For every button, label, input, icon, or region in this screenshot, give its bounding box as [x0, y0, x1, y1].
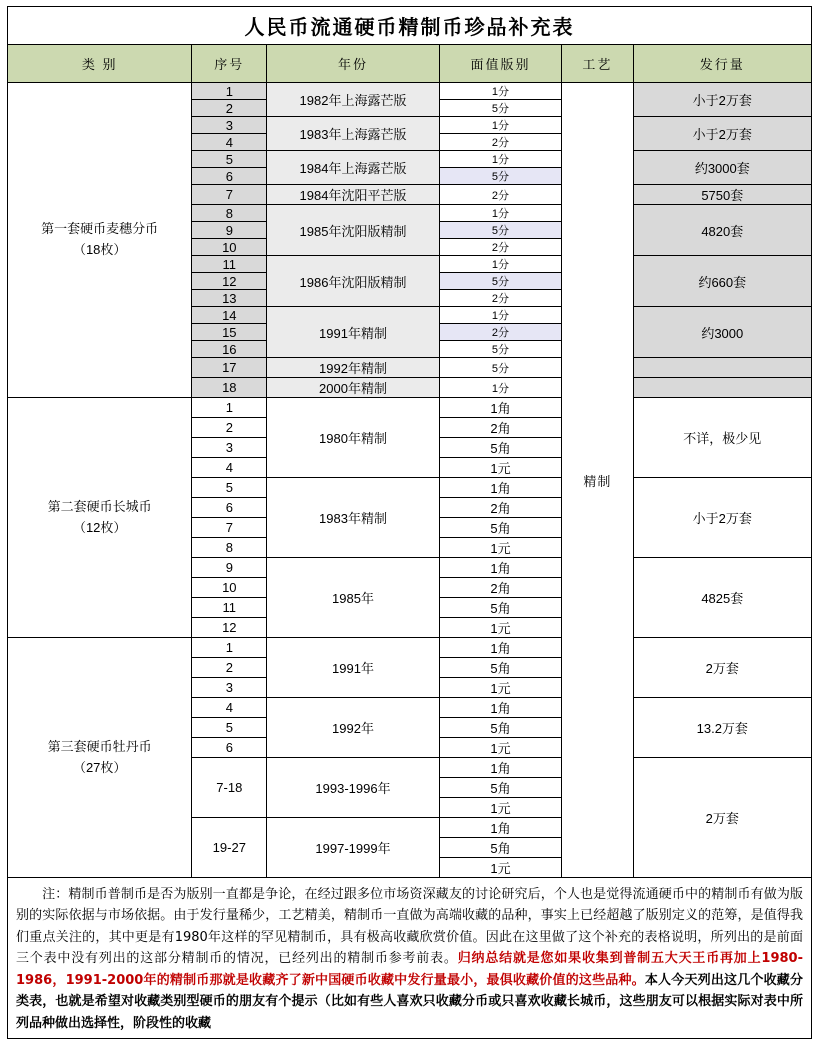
note-part-3-bold: 本人今天列出这几个收藏分类表，也就是希望对收藏类别型硬币的朋友有个提示（比如有些人喜欢只收藏分币或只喜欢收藏长城币，这些朋友可以根据实际对表中所列品种做出选择性，阶段性的收藏: [16, 972, 803, 1031]
header-category: 类 别: [8, 45, 192, 83]
sequence-cell: 1: [192, 398, 267, 418]
category-count: （27枚）: [72, 759, 127, 775]
issue-volume-cell: [633, 378, 811, 398]
sequence-cell: 17: [192, 358, 267, 378]
denomination-cell: 5角: [439, 658, 562, 678]
category-name: 第三套硬币牡丹币: [47, 738, 152, 754]
sequence-cell: 5: [192, 478, 267, 498]
denomination-cell: 1分: [439, 117, 562, 134]
sequence-cell: 6: [192, 168, 267, 185]
sequence-cell: 9: [192, 222, 267, 239]
sequence-cell: 4: [192, 698, 267, 718]
year-cell: 1993-1996年: [267, 758, 439, 818]
category-cell: [8, 638, 192, 878]
sequence-cell: 2: [192, 418, 267, 438]
denomination-cell: 5分: [439, 100, 562, 117]
table-row: [8, 638, 812, 658]
denomination-cell: 5角: [439, 838, 562, 858]
issue-volume-cell: 小于2万套: [633, 117, 811, 151]
denomination-cell: 1元: [439, 458, 562, 478]
denomination-cell: 1角: [439, 638, 562, 658]
craft-cell: 精制: [562, 83, 633, 878]
sequence-cell: 6: [192, 738, 267, 758]
sequence-cell: 5: [192, 151, 267, 168]
table-row: [8, 398, 812, 418]
year-cell: 1983年精制: [267, 478, 439, 558]
header-craft: 工艺: [562, 45, 633, 83]
denomination-cell: 1元: [439, 538, 562, 558]
sequence-cell: 8: [192, 538, 267, 558]
issue-volume-cell: 约3000套: [633, 151, 811, 185]
issue-volume-cell: 小于2万套: [633, 478, 811, 558]
year-cell: 1992年精制: [267, 358, 439, 378]
denomination-cell: 1角: [439, 558, 562, 578]
sequence-cell: 18: [192, 378, 267, 398]
issue-volume-cell: 4820套: [633, 205, 811, 256]
sequence-cell: 8: [192, 205, 267, 222]
year-cell: 1985年沈阳版精制: [267, 205, 439, 256]
sequence-cell: 7-18: [192, 758, 267, 818]
denomination-cell: 2角: [439, 418, 562, 438]
denomination-cell: 2分: [439, 185, 562, 205]
denomination-cell: 5分: [439, 168, 562, 185]
category-name: 第一套硬币麦穗分币: [41, 221, 159, 237]
year-cell: 1985年: [267, 558, 439, 638]
sequence-cell: 2: [192, 658, 267, 678]
sequence-cell: 5: [192, 718, 267, 738]
sequence-cell: 1: [192, 83, 267, 100]
year-cell: 1980年精制: [267, 398, 439, 478]
sequence-cell: 3: [192, 438, 267, 458]
table-row: [8, 83, 812, 100]
denomination-cell: 1元: [439, 678, 562, 698]
sequence-cell: 10: [192, 239, 267, 256]
sequence-cell: 4: [192, 134, 267, 151]
category-name: 第二套硬币长城币: [47, 498, 152, 514]
sequence-cell: 3: [192, 117, 267, 134]
sequence-cell: 12: [192, 273, 267, 290]
denomination-cell: 1元: [439, 858, 562, 878]
denomination-cell: 1角: [439, 398, 562, 418]
denomination-cell: 1元: [439, 738, 562, 758]
header-denomination: 面值版别: [439, 45, 562, 83]
year-cell: 1997-1999年: [267, 818, 439, 878]
category-cell: [8, 398, 192, 638]
issue-volume-cell: 13.2万套: [633, 698, 811, 758]
page-title: 人民币流通硬币精制币珍品补充表: [244, 15, 575, 39]
denomination-cell: 1分: [439, 307, 562, 324]
denomination-cell: 5角: [439, 778, 562, 798]
year-cell: 1984年沈阳平芒版: [267, 185, 439, 205]
year-cell: 1991年精制: [267, 307, 439, 358]
sequence-cell: 10: [192, 578, 267, 598]
denomination-cell: 5分: [439, 341, 562, 358]
denomination-cell: 1分: [439, 83, 562, 100]
issue-volume-cell: 2万套: [633, 758, 811, 878]
coin-table: [7, 44, 812, 878]
denomination-cell: 5分: [439, 222, 562, 239]
issue-volume-cell: 小于2万套: [633, 83, 811, 117]
sequence-cell: 13: [192, 290, 267, 307]
footnote: [7, 878, 812, 1039]
sequence-cell: 11: [192, 256, 267, 273]
denomination-cell: 1分: [439, 256, 562, 273]
denomination-cell: 1分: [439, 151, 562, 168]
sequence-cell: 7: [192, 185, 267, 205]
denomination-cell: 1元: [439, 798, 562, 818]
header-sequence: 序号: [192, 45, 267, 83]
sequence-cell: 15: [192, 324, 267, 341]
issue-volume-cell: 不详，极少见: [633, 398, 811, 478]
denomination-cell: 1元: [439, 618, 562, 638]
denomination-cell: 5角: [439, 438, 562, 458]
year-cell: 1982年上海露芒版: [267, 83, 439, 117]
sequence-cell: 11: [192, 598, 267, 618]
denomination-cell: 2角: [439, 578, 562, 598]
sequence-cell: 7: [192, 518, 267, 538]
sequence-cell: 6: [192, 498, 267, 518]
denomination-cell: 1角: [439, 478, 562, 498]
denomination-cell: 5角: [439, 598, 562, 618]
denomination-cell: 2角: [439, 498, 562, 518]
denomination-cell: 5分: [439, 358, 562, 378]
sequence-cell: 16: [192, 341, 267, 358]
denomination-cell: 2分: [439, 134, 562, 151]
year-cell: 1983年上海露芒版: [267, 117, 439, 151]
issue-volume-cell: 约3000: [633, 307, 811, 358]
note-part-2-highlight: 归纳总结就是您如果收集到普制五大天王币再加上1980-1986，1991-2000年的精制币那就是收藏齐了新中国硬币收藏中发行量最小，最俱收藏价值的这些品种。: [16, 951, 803, 988]
category-cell: [8, 83, 192, 398]
denomination-cell: 1角: [439, 698, 562, 718]
sequence-cell: 14: [192, 307, 267, 324]
sequence-cell: 3: [192, 678, 267, 698]
sequence-cell: 19-27: [192, 818, 267, 878]
document-title-bar: [7, 6, 812, 44]
denomination-cell: 1分: [439, 378, 562, 398]
denomination-cell: 5分: [439, 273, 562, 290]
header-year: 年份: [267, 45, 439, 83]
year-cell: 1986年沈阳版精制: [267, 256, 439, 307]
issue-volume-cell: [633, 358, 811, 378]
denomination-cell: 1角: [439, 818, 562, 838]
denomination-cell: 2分: [439, 290, 562, 307]
denomination-cell: 1角: [439, 758, 562, 778]
category-count: （12枚）: [72, 519, 127, 535]
denomination-cell: 5角: [439, 718, 562, 738]
issue-volume-cell: 2万套: [633, 638, 811, 698]
denomination-cell: 5角: [439, 518, 562, 538]
table-body: [8, 83, 812, 878]
issue-volume-cell: 4825套: [633, 558, 811, 638]
denomination-cell: 2分: [439, 324, 562, 341]
denomination-cell: 2分: [439, 239, 562, 256]
sequence-cell: 2: [192, 100, 267, 117]
year-cell: 1991年: [267, 638, 439, 698]
category-count: （18枚）: [72, 242, 127, 257]
denomination-cell: 1分: [439, 205, 562, 222]
year-cell: 2000年精制: [267, 378, 439, 398]
sequence-cell: 1: [192, 638, 267, 658]
sequence-cell: 9: [192, 558, 267, 578]
issue-volume-cell: 5750套: [633, 185, 811, 205]
header-issue-volume: 发行量: [633, 45, 811, 83]
note-part-1: 注：精制币普制币是否为版别一直都是争论，在经过跟多位市场资深藏友的讨论研究后，个人也是觉得流通硬币中的精制币有做为版别的实际依据与市场依据。由于发行量稀少，工艺精美，精制币一直做为高端收藏的品种，事实上已经超越了版别定义的范筹，是值得我们重点关注的，其中更是有1980年这样的罕见精制币，具有极高收藏欣赏价值。因此在这里做了这个补充的表格说明，所列出的是前面三个表中没有列出的这部分精制币的情况，已经列出的精制币参考前表。: [16, 887, 803, 967]
table-header-row: [8, 45, 812, 83]
year-cell: 1984年上海露芒版: [267, 151, 439, 185]
sequence-cell: 12: [192, 618, 267, 638]
year-cell: 1992年: [267, 698, 439, 758]
sequence-cell: 4: [192, 458, 267, 478]
issue-volume-cell: 约660套: [633, 256, 811, 307]
